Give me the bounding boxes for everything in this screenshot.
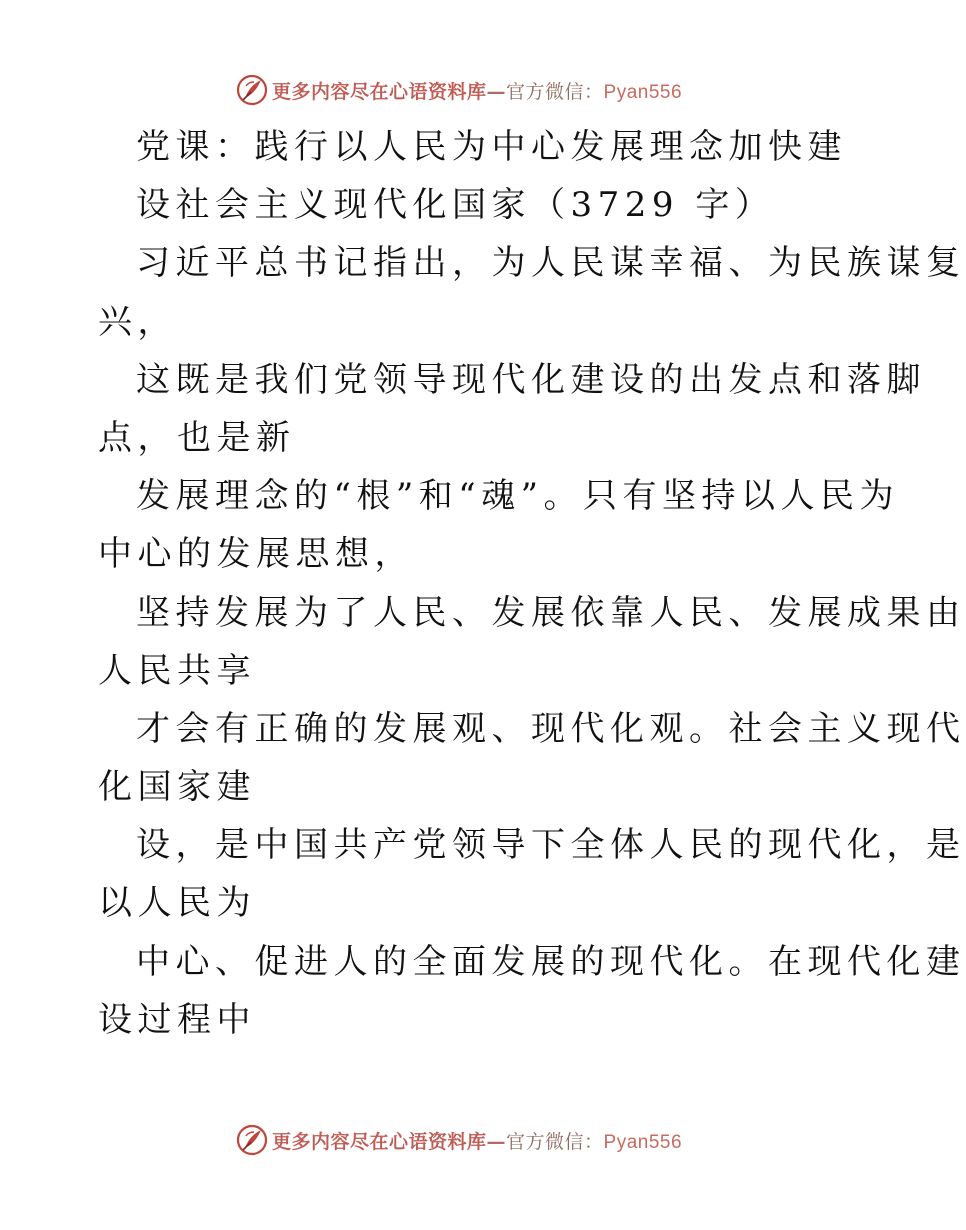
paragraph-line: 人民共享 [98,650,256,691]
footer-site-text: 更多内容尽在心语资料库 [272,1130,487,1153]
document-body [98,118,966,1049]
footer-official-label: 官方微信： [506,1130,604,1153]
footer-watermark-banner[interactable] [236,1122,716,1158]
header-site-text: 更多内容尽在心语资料库 [272,80,487,103]
paragraph-line: 坚持发展为了人民、发展依靠人民、发展成果由 [136,592,966,633]
feather-quill-logo-icon [236,1124,268,1156]
paragraph-line: 以人民为 [98,883,256,924]
paragraph-line: 兴， [98,301,177,342]
paragraph-line: 化国家建 [98,767,256,808]
header-banner-text [272,77,682,104]
paragraph-line: 这既是我们党领导现代化建设的出发点和落脚 [136,359,926,400]
header-dash: — [486,80,507,103]
header-official-label: 官方微信： [506,80,604,103]
paragraph-line: 设过程中 [98,999,256,1040]
paragraph-line: 才会有正确的发展观、现代化观。社会主义现代 [136,708,966,749]
paragraph-line: 习近平总书记指出，为人民谋幸福、为民族谋复 [136,243,966,284]
header-watermark-banner[interactable] [236,72,716,108]
paragraph-line: 中心的发展思想， [98,534,414,575]
title-line-2: 设社会主义现代化国家（3729 字） [136,185,775,226]
paragraph-line: 发展理念的“根”和“魂”。只有坚持以人民为 [136,476,900,517]
header-wechat-id: Pyan556 [603,81,683,103]
feather-quill-logo-icon [236,74,268,106]
paragraph-line: 中心、促进人的全面发展的现代化。在现代化建 [136,941,966,982]
footer-dash: — [486,1130,507,1153]
footer-wechat-id: Pyan556 [603,1131,683,1153]
footer-banner-text [272,1127,682,1154]
paragraph-line: 设，是中国共产党领导下全体人民的现代化，是 [136,825,966,866]
title-line-1: 党课：践行以人民为中心发展理念加快建 [136,127,847,167]
paragraph-line: 点，也是新 [98,417,296,458]
